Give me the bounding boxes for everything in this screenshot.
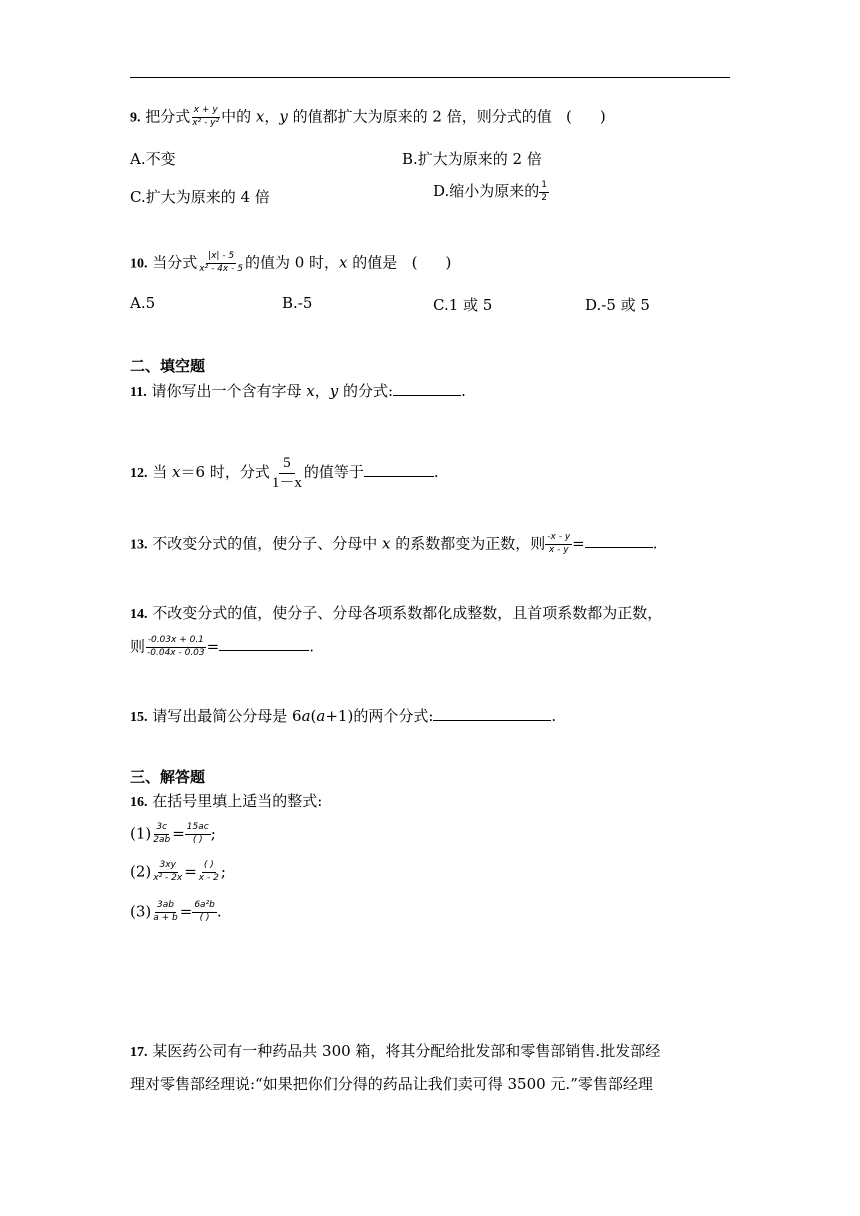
header-rule [130,77,730,78]
question-16: 16. 在括号里填上适当的整式: [130,792,323,810]
sub-question-2: (2) $\frac{3xy}{\text{x² - 2x}}$ = $\frac{( )}{x - 2}$ ; [130,860,226,883]
fraction: $\frac{-0.03x + 0.1}{-0.04x - 0.03}$ [147,635,205,658]
option-a: A.不变 [130,150,176,168]
sub-question-1: (1) $\frac{3c}{2ab}$ = $\frac{15ac}{( )}$ ; [130,822,216,845]
option-b: B.-5 [282,294,313,312]
option-a: A.5 [130,294,156,312]
question-17-line2: 理对零售部经理说:“如果把你们分得的药品让我们卖可得 3500 元.”零售部经理 [130,1075,653,1093]
option-d: D.缩小为原来的 $\frac{1}{2}$ [433,179,547,203]
answer-blank[interactable] [393,381,461,396]
answer-blank[interactable] [364,462,434,477]
option-c: C.1 或 5 [433,296,493,314]
question-9: 9. 把分式 $\frac{x + y}{\text{x² - y²}}$ 中的 x，y 的值都扩大为原来的 2 倍，则分式的值 ( ) [130,105,606,128]
question-14-line2: 则 $\frac{-0.03x + 0.1}{-0.04x - 0.03}$ = . [130,635,314,658]
option-b: B.扩大为原来的 2 倍 [402,150,542,168]
answer-blank[interactable] [219,636,309,651]
question-10: 10. 当分式 $\frac{|x| - 5}{\text{x² - 4x - 5}}$ 的值为 0 时，x 的值是 ( ) [130,251,452,274]
sub-question-3: (3) $\frac{3ab}{a + b}$ = $\frac{\text{6a²b}}{( )}$ . [130,900,222,923]
answer-blank[interactable] [585,533,653,548]
fraction: $\frac{-x - y}{x - y}$ [547,532,571,555]
question-number: 10. [130,256,148,272]
fraction: $\frac{x + y}{\text{x² - y²}}$ [192,105,220,128]
option-c: C.扩大为原来的 4 倍 [130,188,270,206]
question-15: 15. 请写出最简公分母是 6a(a+1)的两个分式: . [130,707,557,725]
fraction: $\frac{|x| - 5}{\text{x² - 4x - 5}}$ [199,251,243,274]
question-14: 14. 不改变分式的值，使分子、分母各项系数都化成整数，且首项系数都为正数， [130,604,663,622]
question-13: 13. 不改变分式的值，使分子、分母中 x 的系数都变为正数，则 $\frac{-x - y}{x - y}$ = . [130,532,658,555]
answer-blank[interactable] [433,706,551,721]
option-d: D.-5 或 5 [585,296,650,314]
section-heading-fill-in: 二、填空题 [130,357,206,375]
section-heading-solve: 三、解答题 [130,768,206,786]
question-12: 12. 当 x＝6 时，分式 $\frac{5}{1-x}$ 的值等于 . [130,455,439,491]
fraction: $\frac{5}{1-x}$ [271,455,302,491]
question-17: 17. 某医药公司有一种药品共 300 箱，将其分配给批发部和零售部销售.批发部经 [130,1042,661,1060]
question-number: 9. [130,110,141,126]
question-11: 11. 请你写出一个含有字母 x，y 的分式: . [130,382,466,400]
